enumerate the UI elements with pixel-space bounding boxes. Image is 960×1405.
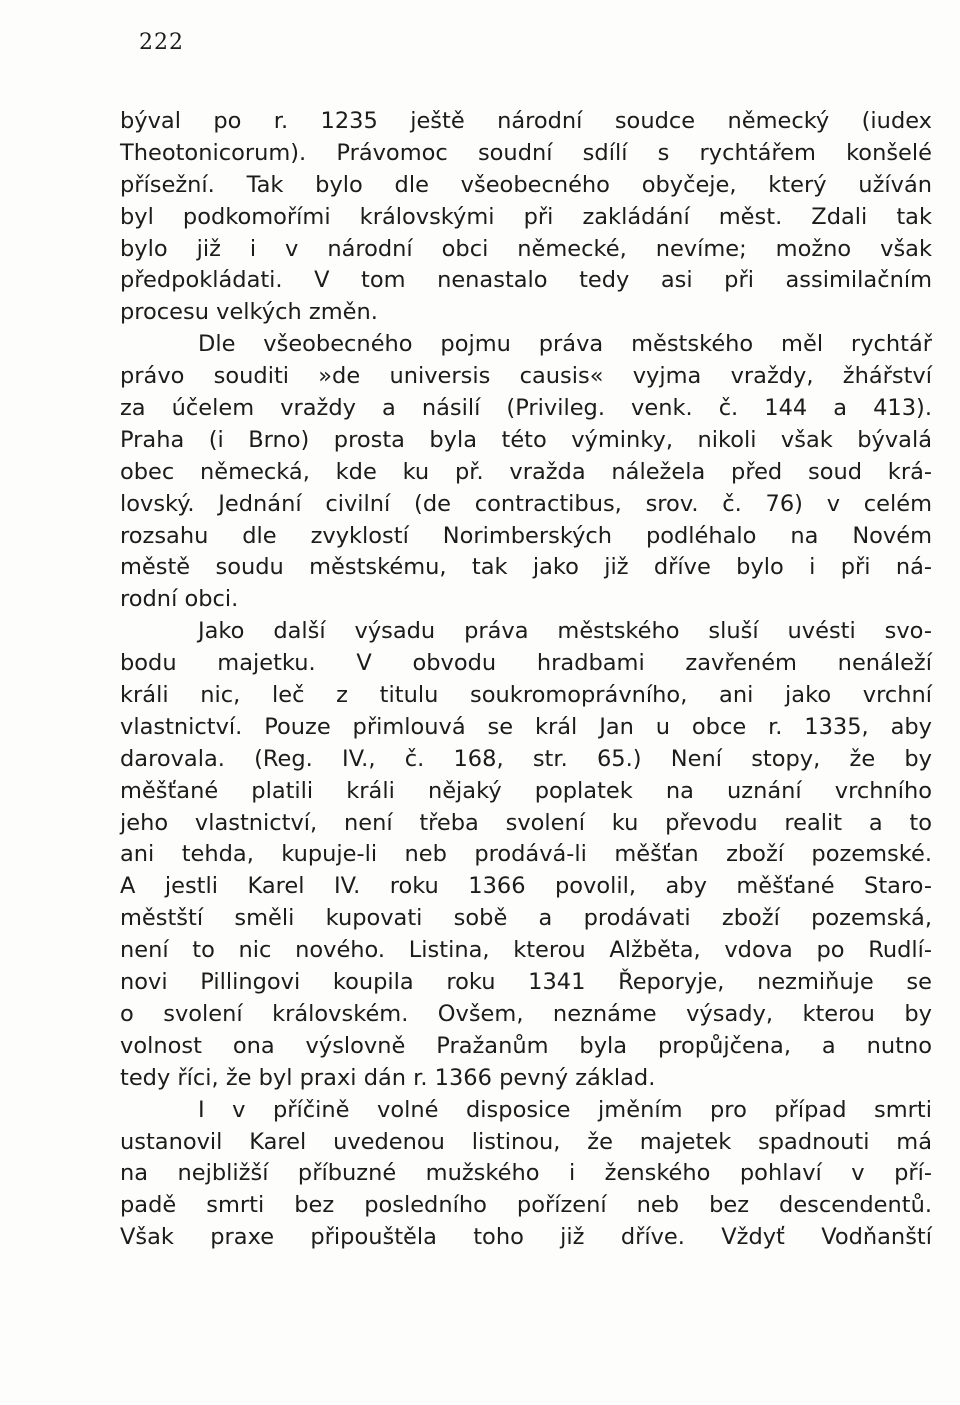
text-line: tedy říci, že byl praxi dán r. 1366 pevný základ. xyxy=(120,1064,656,1091)
text-line: bylo již i v národní obci německé, nevíme; možno však xyxy=(120,235,932,262)
text-line: rozsahu dle zvyklostí Norimberských podléhalo na Novém xyxy=(120,522,932,549)
text-line: městě soudu městskému, tak jako již dříve bylo i při ná- xyxy=(120,554,932,581)
text-line: obec německá, kde ku př. vražda náležela před soud krá- xyxy=(120,458,932,485)
text-line: právo souditi »de universis causis« vyjma vraždy, žhářství xyxy=(120,363,932,390)
text-line: lovský. Jednání civilní (de contractibus, srov. č. 76) v celém xyxy=(120,490,932,517)
text-line: Theotonicorum). Právomoc soudní sdílí s rychtářem konšelé xyxy=(120,139,932,166)
text-line: městští směli kupovati sobě a prodávati zboží pozemská, xyxy=(120,905,932,932)
text-line: o svolení královském. Ovšem, neznáme výsady, kterou by xyxy=(120,1000,932,1027)
text-line: není to nic nového. Listina, kterou Alžběta, vdova po Rudlí- xyxy=(120,937,932,964)
paragraph-start-line: Dle všeobecného pojmu práva městského měl rychtář xyxy=(198,331,932,358)
paragraph-start-line: Jako další výsadu práva městského sluší uvésti svo- xyxy=(198,618,932,645)
paragraph-start-line: I v příčině volné disposice jměním pro případ smrti xyxy=(198,1096,932,1123)
text-line: Praha (i Brno) prosta byla této výminky, nikoli však bývalá xyxy=(120,426,932,453)
text-line: za účelem vraždy a násilí (Privileg. venk. č. 144 a 413). xyxy=(120,395,932,422)
text-line: procesu velkých změn. xyxy=(120,299,378,326)
body-text xyxy=(120,106,932,1254)
text-line: volnost ona výslovně Pražanům byla propůjčena, a nutno xyxy=(120,1032,932,1059)
text-line: býval po r. 1235 ještě národní soudce německý (iudex xyxy=(120,108,932,134)
text-line: vlastnictví. Pouze přimlouvá se král Jan u obce r. 1335, aby xyxy=(120,713,932,740)
text-line: byl podkomořími královskými při zakládání měst. Zdali tak xyxy=(120,203,932,230)
text-line: darovala. (Reg. IV., č. 168, str. 65.) Není stopy, že by xyxy=(120,745,932,772)
text-line: jeho vlastnictví, není třeba svolení ku převodu realit a to xyxy=(120,809,932,836)
text-line: Však praxe připouštěla toho již dříve. Vždyť Vodňanští xyxy=(120,1224,932,1251)
text-line: ustanovil Karel uvedenou listinou, že majetek spadnouti má xyxy=(120,1128,932,1155)
text-line: bodu majetku. V obvodu hradbami zavřeném nenáleží xyxy=(120,650,932,677)
text-line: padě smrti bez posledního pořízení neb bez descendentů. xyxy=(120,1192,932,1219)
text-line: králi nic, leč z titulu soukromoprávního, ani jako vrchní xyxy=(120,682,932,709)
text-line: A jestli Karel IV. roku 1366 povolil, aby měšťané Staro- xyxy=(120,873,932,900)
text-line: rodní obci. xyxy=(120,586,239,613)
text-line: předpokládati. V tom nenastalo tedy asi při assimilačním xyxy=(120,267,932,294)
text-line: na nejbližší příbuzné mužského i ženského pohlaví v pří- xyxy=(120,1160,932,1187)
text-line: novi Pillingovi koupila roku 1341 Řeporyje, nezmiňuje se xyxy=(120,969,932,996)
text-line: přísežní. Tak bylo dle všeobecného obyčeje, který užíván xyxy=(120,171,932,198)
page-number: 222 xyxy=(139,30,184,55)
text-line: měšťané platili králi nějaký poplatek na uznání vrchního xyxy=(120,777,932,804)
text-line: ani tehda, kupuje-li neb prodává-li měšťan zboží pozemské. xyxy=(120,841,932,868)
